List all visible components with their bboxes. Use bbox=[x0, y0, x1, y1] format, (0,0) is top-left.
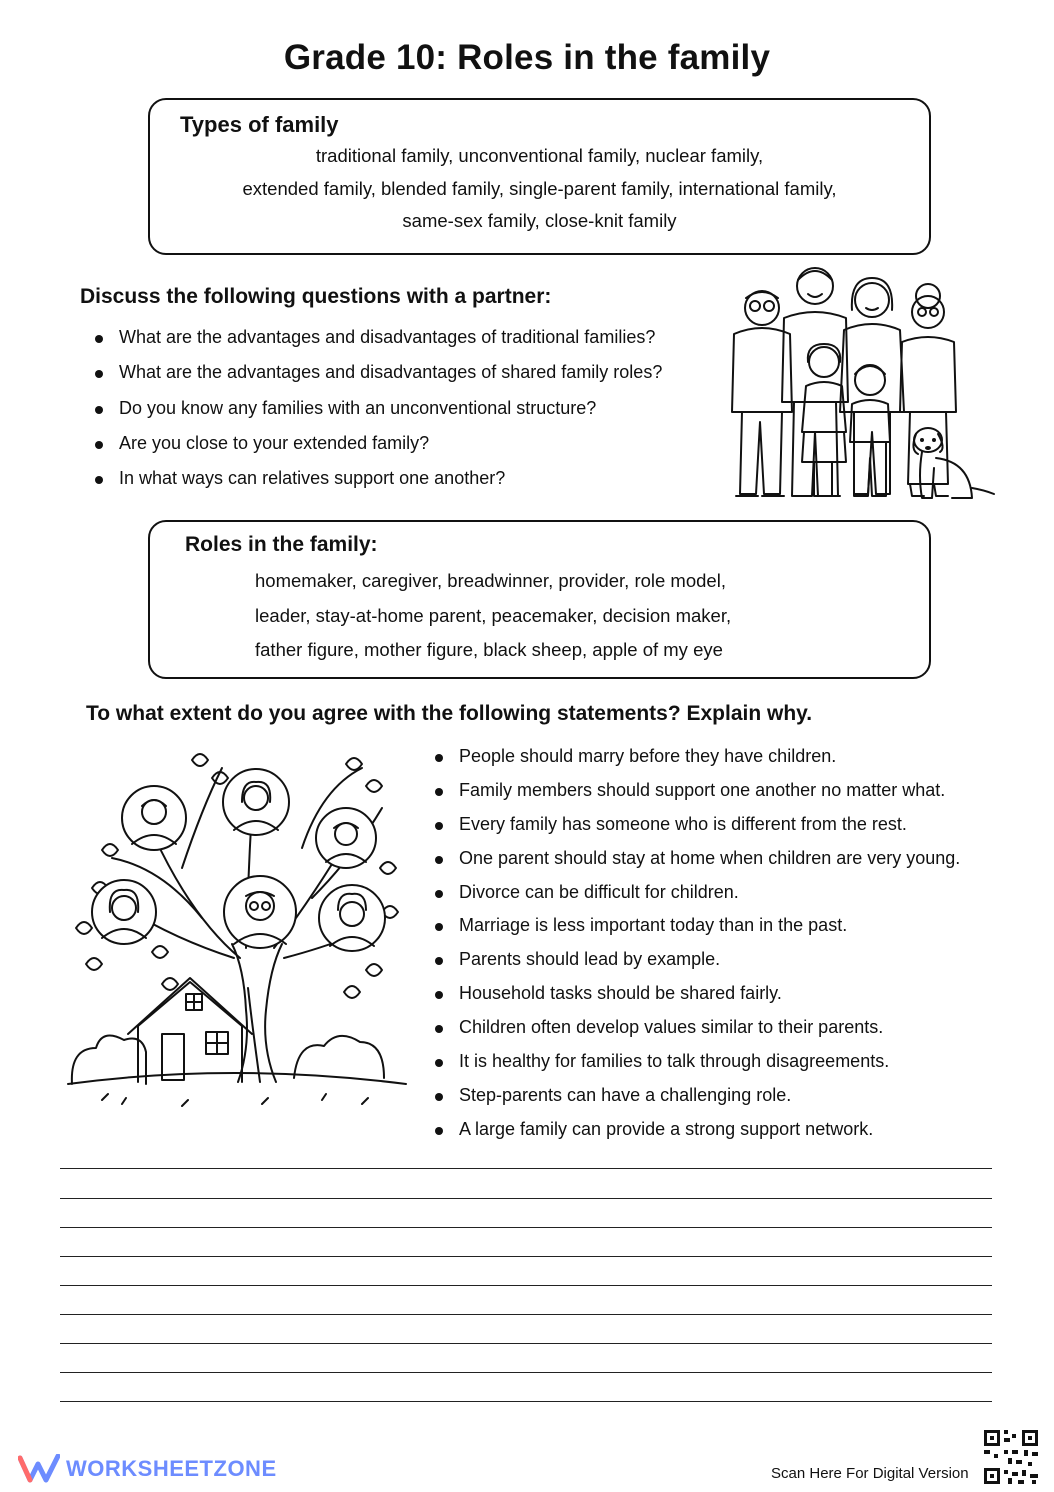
discuss-question: Are you close to your extended family? bbox=[119, 433, 662, 468]
statement-item: Household tasks should be shared fairly. bbox=[459, 983, 960, 1017]
roles-line: leader, stay-at-home parent, peacemaker, decision maker, bbox=[255, 605, 732, 626]
brand-name: WORKSHEETZONE bbox=[66, 1456, 277, 1481]
statement-item: Parents should lead by example. bbox=[459, 949, 960, 983]
answer-writing-line[interactable] bbox=[60, 1372, 992, 1373]
types-of-family-line: same-sex family, close-knit family bbox=[402, 210, 677, 231]
answer-writing-line[interactable] bbox=[60, 1198, 992, 1199]
statement-item: Children often develop values similar to their parents. bbox=[459, 1017, 960, 1051]
discuss-question: Do you know any families with an unconventional structure? bbox=[119, 398, 662, 433]
types-of-family-heading: Types of family bbox=[180, 112, 339, 137]
family-tree-illustration-icon bbox=[62, 748, 412, 1120]
answer-writing-line[interactable] bbox=[60, 1401, 992, 1402]
statement-item: Every family has someone who is different from the rest. bbox=[459, 814, 960, 848]
statements-heading: To what extent do you agree with the following statements? Explain why. bbox=[86, 702, 813, 725]
statement-item: People should marry before they have children. bbox=[459, 746, 960, 780]
statement-item: Divorce can be difficult for children. bbox=[459, 882, 960, 916]
roles-heading: Roles in the family: bbox=[185, 533, 378, 556]
statement-item: Family members should support one another no matter what. bbox=[459, 780, 960, 814]
discuss-question: What are the advantages and disadvantages of traditional families? bbox=[119, 327, 662, 362]
statement-item: Marriage is less important today than in the past. bbox=[459, 915, 960, 949]
discuss-question: In what ways can relatives support one another? bbox=[119, 468, 662, 503]
answer-writing-line[interactable] bbox=[60, 1256, 992, 1257]
answer-writing-line[interactable] bbox=[60, 1168, 992, 1169]
roles-line: father figure, mother figure, black sheep, apple of my eye bbox=[255, 639, 723, 660]
statement-item: A large family can provide a strong support network. bbox=[459, 1119, 960, 1153]
discuss-question-list bbox=[119, 327, 662, 503]
answer-writing-line[interactable] bbox=[60, 1343, 992, 1344]
qr-code-icon[interactable] bbox=[982, 1428, 1040, 1486]
answer-writing-line[interactable] bbox=[60, 1314, 992, 1315]
roles-line: homemaker, caregiver, breadwinner, provider, role model, bbox=[255, 570, 726, 591]
family-illustration-icon bbox=[722, 262, 998, 506]
answer-writing-line[interactable] bbox=[60, 1285, 992, 1286]
page-title: Grade 10: Roles in the family bbox=[283, 38, 771, 77]
discuss-question: What are the advantages and disadvantages of shared family roles? bbox=[119, 362, 662, 397]
types-of-family-line: traditional family, unconventional family, nuclear family, bbox=[315, 145, 764, 166]
statement-item: One parent should stay at home when children are very young. bbox=[459, 848, 960, 882]
answer-writing-line[interactable] bbox=[60, 1227, 992, 1228]
types-of-family-line: extended family, blended family, single-parent family, international family, bbox=[242, 178, 837, 199]
worksheetzone-logo-icon bbox=[18, 1454, 60, 1484]
statements-list bbox=[459, 746, 960, 1153]
statement-item: It is healthy for families to talk through disagreements. bbox=[459, 1051, 960, 1085]
statement-item: Step-parents can have a challenging role. bbox=[459, 1085, 960, 1119]
discuss-heading: Discuss the following questions with a partner: bbox=[80, 285, 552, 308]
scan-instruction: Scan Here For Digital Version bbox=[771, 1465, 969, 1482]
